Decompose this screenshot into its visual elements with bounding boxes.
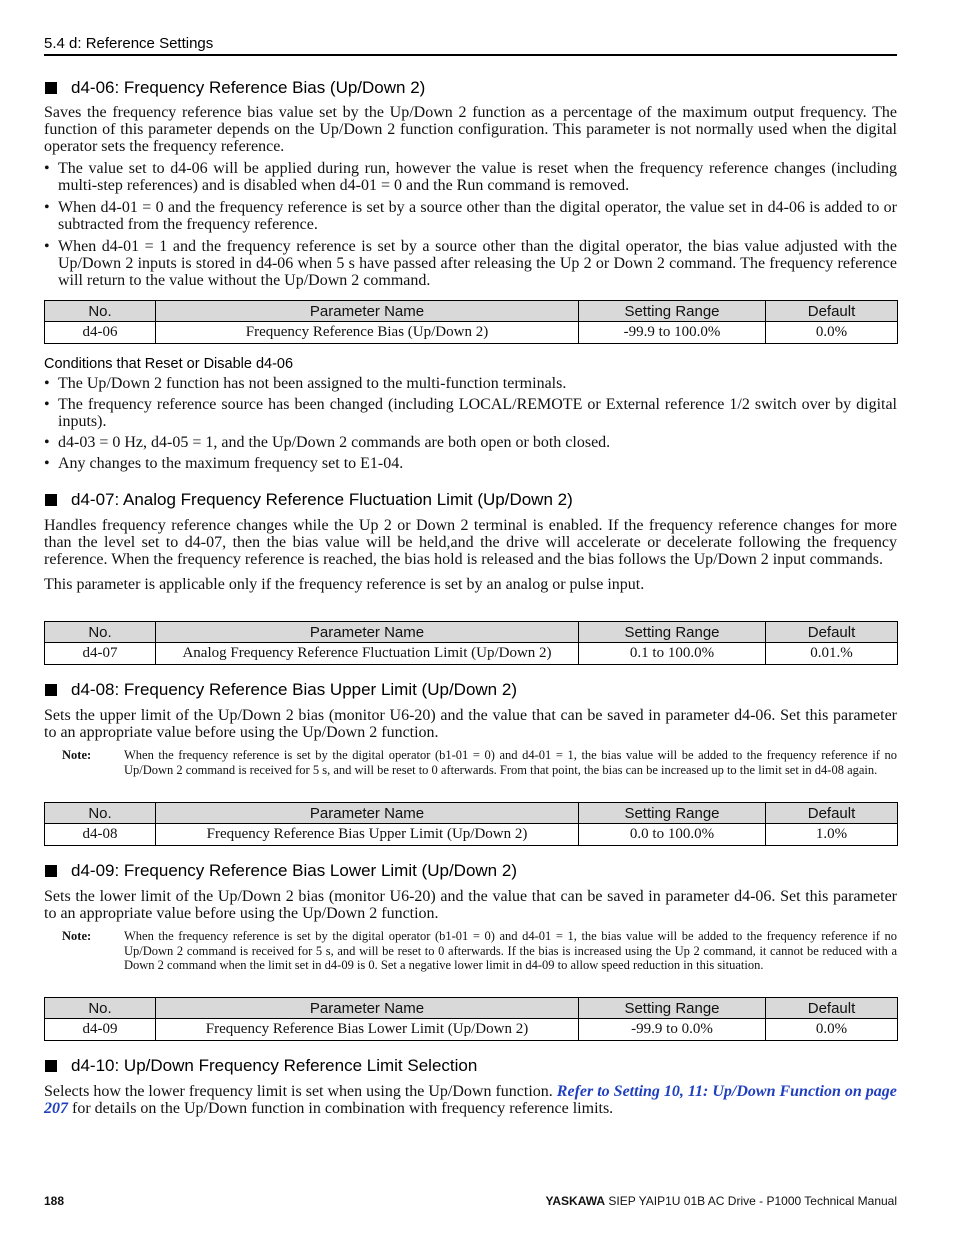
param-default: 0.0%: [766, 1019, 898, 1041]
param-range: 0.0 to 100.0%: [579, 824, 766, 846]
section-heading: [44, 490, 897, 510]
square-bullet-icon: [45, 865, 57, 877]
param-no: d4-08: [45, 824, 156, 846]
param-table-d4-06: [44, 300, 897, 344]
note-text: When the frequency reference is set by the digital operator (b1-01 = 0) and d4-01 = 1, the bias value will be added to the frequency reference if no Up/Down 2 command is received for 5 s, and will be reset to 0 afterwards. From that point, the bias can be increased up to the limit set in d4-08 again.: [124, 748, 897, 777]
col-header-no: No.: [45, 998, 156, 1019]
section-d4-10-body: [44, 1083, 897, 1117]
param-table-d4-09: [44, 997, 897, 1041]
section-d4-07-body: [44, 517, 897, 593]
param-range: -99.9 to 0.0%: [579, 1019, 766, 1041]
section-d4-09: [44, 861, 897, 881]
param-name: Frequency Reference Bias Lower Limit (Up/Down 2): [156, 1019, 579, 1041]
section-title: d4-09: Frequency Reference Bias Lower Limit (Up/Down 2): [71, 861, 517, 880]
param-no: d4-07: [45, 643, 156, 665]
note: [44, 929, 897, 973]
table-header-row: [45, 803, 898, 824]
manual-title: SIEP YAIP1U 01B AC Drive - P1000 Technical Manual: [605, 1194, 897, 1208]
paragraph-text: for details on the Up/Down function in combination with frequency reference limits.: [68, 1100, 614, 1117]
table-header-row: [45, 622, 898, 643]
col-header-range: Setting Range: [579, 622, 766, 643]
section-title: d4-10: Up/Down Frequency Reference Limit Selection: [71, 1056, 478, 1075]
section-heading: [44, 861, 897, 881]
list-item: • d4-03 = 0 Hz, d4-05 = 1, and the Up/Down 2 commands are both open or both closed.: [44, 434, 897, 451]
section-d4-06-body: [44, 104, 897, 289]
page-footer: [44, 1194, 897, 1208]
paragraph: [44, 1083, 897, 1117]
col-header-no: No.: [45, 301, 156, 322]
section-d4-08-body: [44, 707, 897, 777]
col-header-name: Parameter Name: [156, 998, 579, 1019]
section-heading: [44, 1056, 897, 1076]
square-bullet-icon: [45, 82, 57, 94]
col-header-default: Default: [766, 301, 898, 322]
table-header-row: [45, 998, 898, 1019]
section-heading: [44, 680, 897, 700]
note-label: Note:: [62, 748, 92, 762]
table-header-row: [45, 301, 898, 322]
note-text: When the frequency reference is set by the digital operator (b1-01 = 0) and d4-01 = 1, the bias value will be added to the frequency reference if no Up/Down 2 command is received for 5 s, and will be reset to 0 afterwards. If the bias is increased using the Up 2 command, it cannot be reduced with a Down 2 command when the limit set in d4-09 is 0. Set a negative lower limit in d4-09 to allow speed reduction in this situation.: [124, 929, 897, 972]
col-header-default: Default: [766, 998, 898, 1019]
param-no: d4-06: [45, 322, 156, 344]
col-header-default: Default: [766, 622, 898, 643]
list-item: • When d4-01 = 1 and the frequency reference is set by a source other than the digital operator, the bias value adjusted with the Up/Down 2 inputs is stored in d4-06 when 5 s have passed after releasing the Up 2 or Down 2 command. The frequency reference will return to the value without the Up/Down 2 command.: [44, 238, 897, 289]
param-range: -99.9 to 100.0%: [579, 322, 766, 344]
col-header-range: Setting Range: [579, 998, 766, 1019]
list-item: • The Up/Down 2 function has not been assigned to the multi-function terminals.: [44, 375, 897, 392]
param-no: d4-09: [45, 1019, 156, 1041]
square-bullet-icon: [45, 494, 57, 506]
paragraph: Sets the lower limit of the Up/Down 2 bias (monitor U6-20) and the value that can be saved in parameter d4-06. Set this parameter to an appropriate value before using the Up/Down 2 function.: [44, 888, 897, 922]
param-name: Frequency Reference Bias (Up/Down 2): [156, 322, 579, 344]
section-title: d4-08: Frequency Reference Bias Upper Limit (Up/Down 2): [71, 680, 517, 699]
param-default: 1.0%: [766, 824, 898, 846]
footer-manual-title: [545, 1194, 897, 1208]
table-row: [45, 1019, 898, 1041]
section-heading: [44, 78, 897, 98]
section-d4-10: [44, 1056, 897, 1076]
col-header-no: No.: [45, 803, 156, 824]
paragraph: This parameter is applicable only if the frequency reference is set by an analog or pulse input.: [44, 576, 645, 593]
param-table-d4-08: [44, 802, 897, 846]
table-row: [45, 824, 898, 846]
param-name: Analog Frequency Reference Fluctuation Limit (Up/Down 2): [156, 643, 579, 665]
note-label: Note:: [62, 929, 92, 943]
param-table-d4-07: [44, 621, 897, 665]
section-d4-07: [44, 490, 897, 510]
col-header-name: Parameter Name: [156, 301, 579, 322]
param-default: 0.0%: [766, 322, 898, 344]
paragraph: Saves the frequency reference bias value set by the Up/Down 2 function as a percentage of the maximum output frequency. The function of this parameter depends on the Up/Down 2 function configuration. This parameter is not normally used when the digital operator sets the frequency reference.: [44, 104, 897, 155]
square-bullet-icon: [45, 1060, 57, 1072]
col-header-no: No.: [45, 622, 156, 643]
section-d4-08: [44, 680, 897, 700]
list-item: • The value set to d4-06 will be applied during run, however the value is reset when the frequency reference changes (including multi-step references) and is disabled when d4-01 = 0 and the Run command is removed.: [44, 160, 897, 194]
param-range: 0.1 to 100.0%: [579, 643, 766, 665]
paragraph-text: Selects how the lower frequency limit is set when using the Up/Down function.: [44, 1083, 557, 1100]
running-header: 5.4 d: Reference Settings: [44, 35, 897, 56]
col-header-name: Parameter Name: [156, 803, 579, 824]
section-title: d4-07: Analog Frequency Reference Fluctuation Limit (Up/Down 2): [71, 490, 573, 509]
subheading: Conditions that Reset or Disable d4-06: [44, 356, 294, 372]
table-row: [45, 322, 898, 344]
bullet-list: [44, 375, 897, 472]
col-header-name: Parameter Name: [156, 622, 579, 643]
bullet-list: [44, 160, 897, 289]
col-header-default: Default: [766, 803, 898, 824]
col-header-range: Setting Range: [579, 301, 766, 322]
page-number: 188: [44, 1194, 65, 1208]
section-d4-06: [44, 78, 897, 98]
section-d4-09-body: [44, 888, 897, 973]
brand-name: YASKAWA: [545, 1194, 606, 1208]
col-header-range: Setting Range: [579, 803, 766, 824]
list-item: • When d4-01 = 0 and the frequency reference is set by a source other than the digital operator, the value set in d4-06 is added to or subtracted from the frequency reference.: [44, 199, 897, 233]
square-bullet-icon: [45, 684, 57, 696]
param-default: 0.01.%: [766, 643, 898, 665]
cross-reference-link[interactable]: Refer to Setting 10, 11: Up/Down Function on page 207: [44, 1083, 897, 1117]
table-row: [45, 643, 898, 665]
section-title: d4-06: Frequency Reference Bias (Up/Down 2): [71, 78, 426, 97]
paragraph: Sets the upper limit of the Up/Down 2 bias (monitor U6-20) and the value that can be saved in parameter d4-06. Set this parameter to an appropriate value before using the Up/Down 2 function.: [44, 707, 897, 741]
list-item: • The frequency reference source has been changed (including LOCAL/REMOTE or External reference 1/2 switch over by digital inputs).: [44, 396, 897, 430]
param-name: Frequency Reference Bias Upper Limit (Up/Down 2): [156, 824, 579, 846]
note: [44, 748, 897, 777]
paragraph: Handles frequency reference changes while the Up 2 or Down 2 terminal is enabled. If the frequency reference changes for more than the level set to d4-07, then the bias value will be held,and the drive will accelerate or decelerate following the frequency reference. When the frequency reference is reached, the bias hold is released and the bias follows the Up/Down 2 input commands.: [44, 517, 897, 568]
list-item: • Any changes to the maximum frequency set to E1-04.: [44, 455, 897, 472]
conditions-block: [44, 356, 897, 472]
